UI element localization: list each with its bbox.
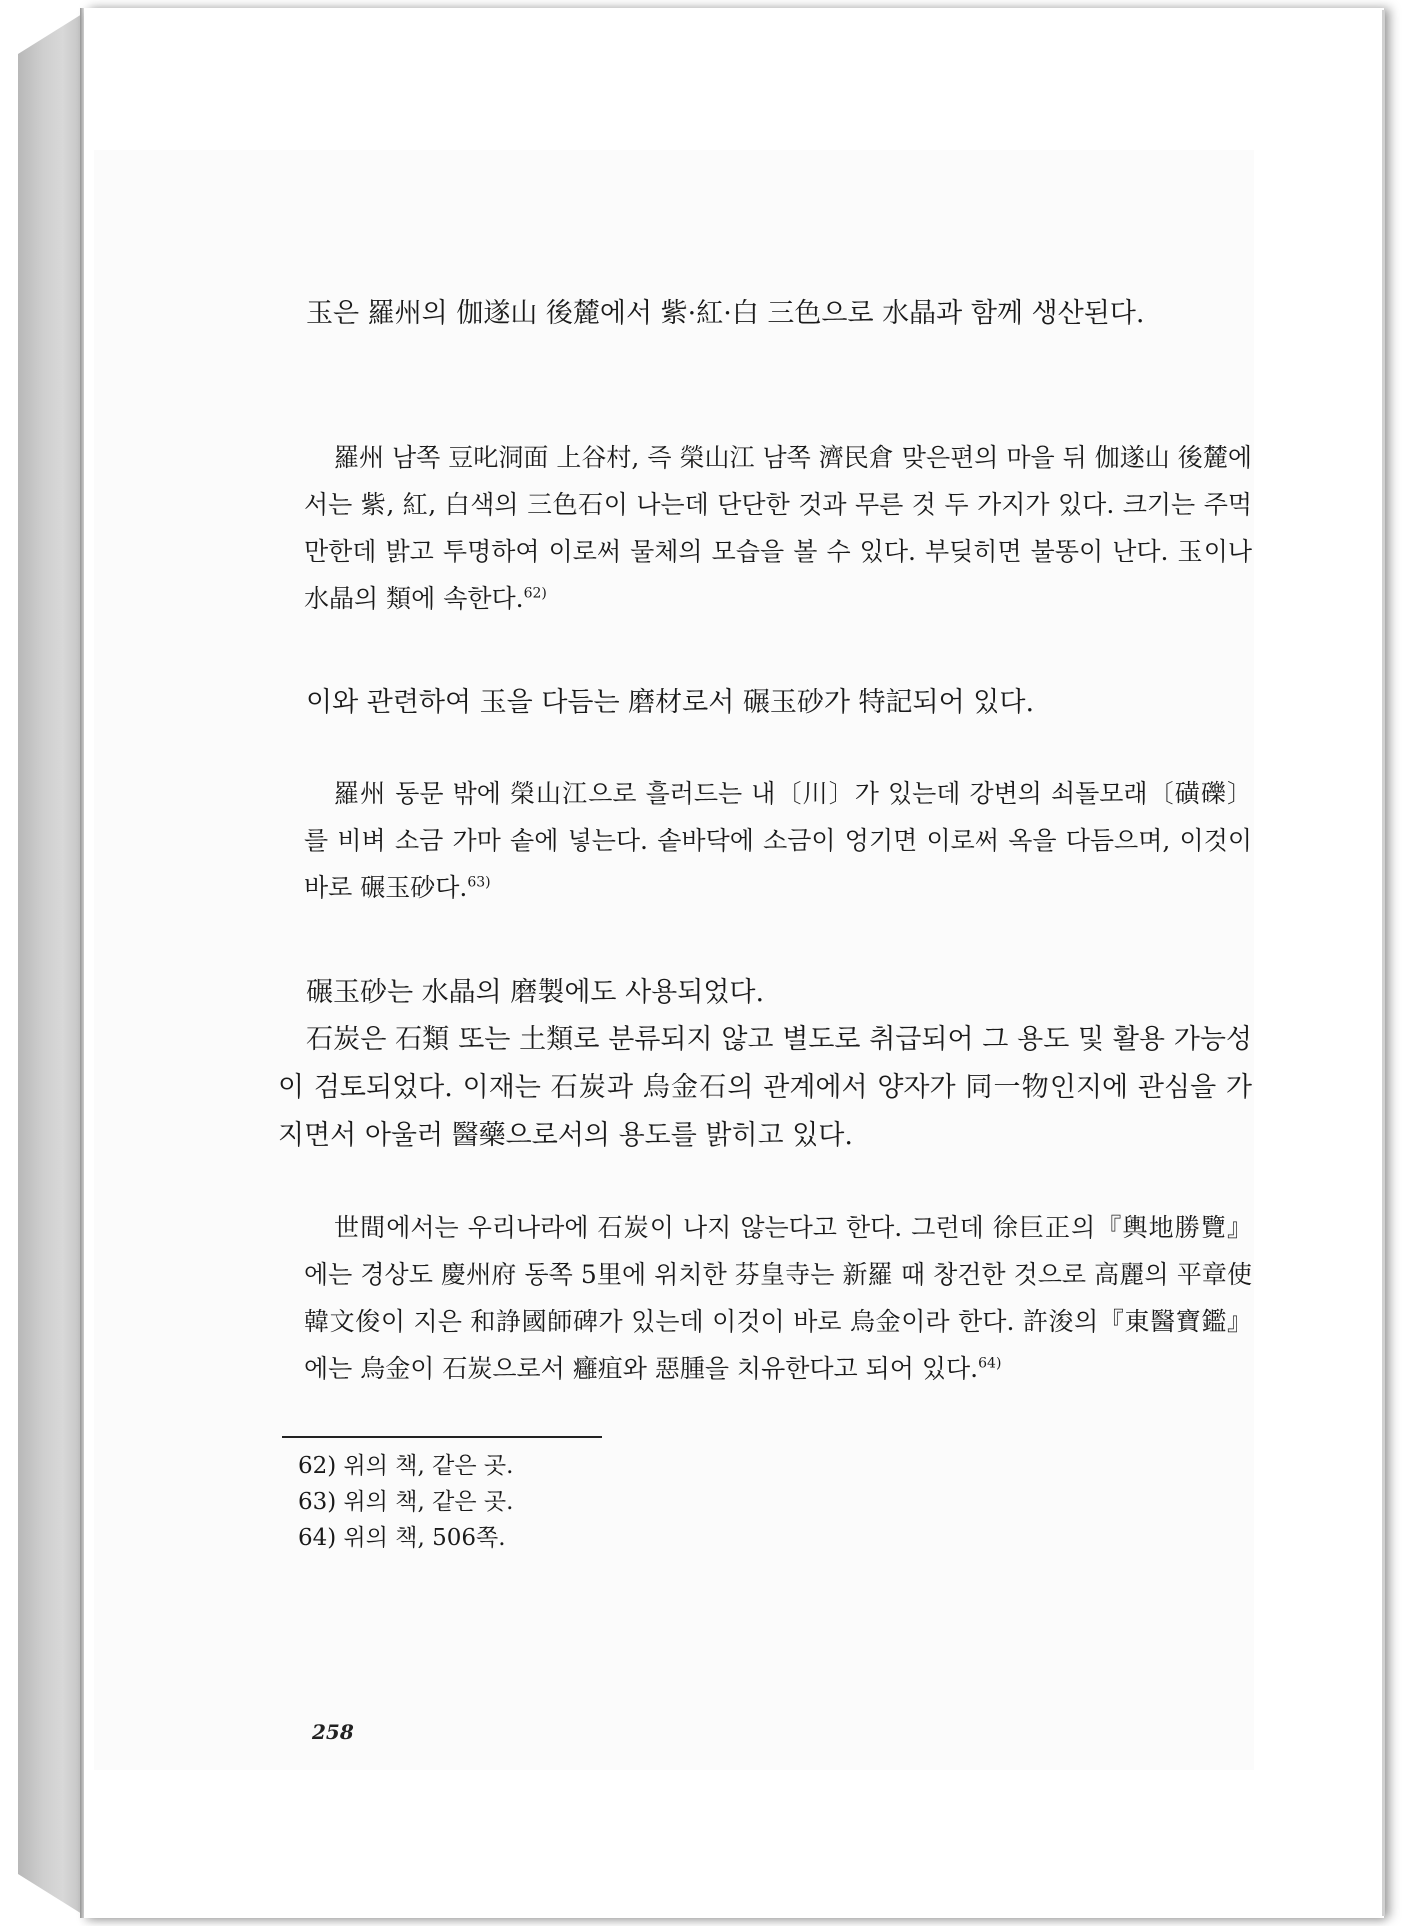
paragraph-coal: 石炭은 石類 또는 土類로 분류되지 않고 별도로 취급되어 그 용도 및 활용 가능성이 검토되었다. 이재는 石炭과 烏金石의 관계에서 양자가 同一物인지에 관심을 가지면서 아울러 醫藥으로서의 용도를 밝히고 있다.: [278, 1024, 1252, 1151]
quote-text: 羅州 동문 밖에 榮山江으로 흘러드는 내〔川〕가 있는데 강변의 쇠돌모래〔磺礫〕를 비벼 소금 가마 솥에 넣는다. 솥바닥에 소금이 엉기면 이로써 옥을 다듬으며, 이것이 바로 碾玉砂다.: [304, 779, 1252, 902]
quote-polishing-sand: [304, 770, 1252, 911]
footnote-ref-64: 64): [978, 1355, 1002, 1372]
page-edge: [1382, 10, 1385, 1916]
book-spine: [18, 14, 82, 1914]
quote-jade-description: [304, 434, 1252, 622]
footnote-62: 62) 위의 책, 같은 곳.: [298, 1453, 514, 1479]
paragraph-crystal-polishing: 碾玉砂는 水晶의 磨製에도 사용되었다.: [306, 977, 765, 1008]
scanned-area: [94, 150, 1254, 1770]
footnote-ref-62: 62): [523, 585, 547, 602]
quote-text: 世間에서는 우리나라에 石炭이 나지 않는다고 한다. 그런데 徐巨正의『輿地勝覽』에는 경상도 慶州府 동쪽 5里에 위치한 芬皇寺는 新羅 때 창건한 것으로 高麗의 平章使 韓文俊이 지은 和諍國師碑가 있는데 이것이 바로 烏金이라 한다. 許浚의『東醫寶鑑』에는 烏金이 石炭으로서 癰疽와 惡腫을 치유한다고 되어 있다.: [304, 1213, 1252, 1383]
paragraph-polishing-sand: 이와 관련하여 玉을 다듬는 磨材로서 碾玉砂가 特記되어 있다.: [306, 687, 1035, 718]
footnote-64: 64) 위의 책, 506쪽.: [298, 1525, 506, 1551]
footnote-63: 63) 위의 책, 같은 곳.: [298, 1489, 514, 1515]
footnote-ref-63: 63): [467, 874, 491, 891]
paragraph-jade-origin: 玉은 羅州의 伽遂山 後麓에서 紫·紅·白 三色으로 水晶과 함께 생산된다.: [306, 298, 1145, 329]
footnotes: [298, 1448, 513, 1556]
page-number: 258: [312, 1720, 354, 1744]
quote-coal-origin: [304, 1204, 1252, 1392]
footnote-rule: [282, 1436, 602, 1438]
quote-text: 羅州 남쪽 豆叱洞面 上谷村, 즉 榮山江 남쪽 濟民倉 맞은편의 마을 뒤 伽遂山 後麓에서는 紫, 紅, 白색의 三色石이 나는데 단단한 것과 무른 것 두 가지가 있다. 크기는 주먹만한데 밝고 투명하여 이로써 물체의 모습을 볼 수 있다. 부딪히면 불똥이 난다. 玉이나 水晶의 類에 속한다.: [304, 443, 1252, 613]
